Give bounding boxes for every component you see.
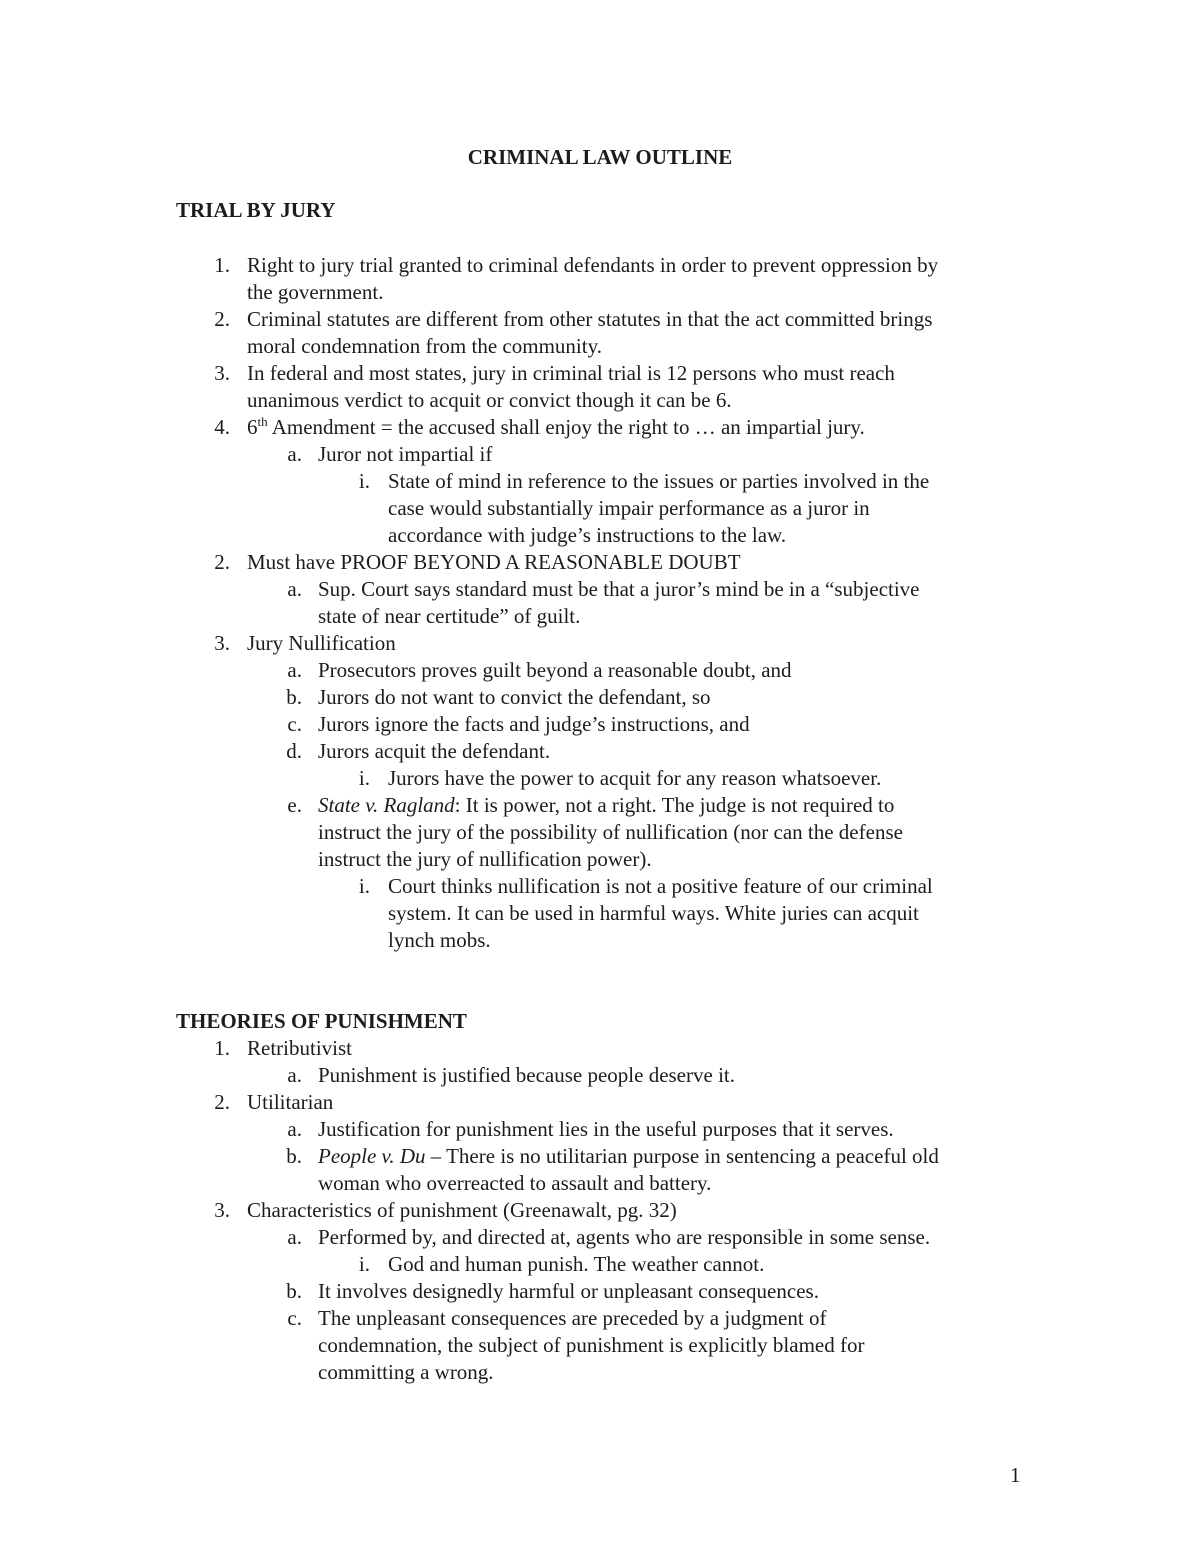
list-letter: c. (287, 1306, 302, 1330)
sub-item-text-rest: – There is no utilitarian purpose in sentencing a peaceful old (425, 1144, 939, 1168)
list-number: 2. (214, 307, 230, 331)
sub-item-text-rest: : It is power, not a right. The judge is not required to (454, 793, 895, 817)
sub-sub-item-text: system. It can be used in harmful ways. White juries can acquit (388, 901, 919, 925)
list-letter: a. (287, 1225, 302, 1249)
list-item-text: unanimous verdict to acquit or convict though it can be 6. (247, 388, 732, 412)
sub-item-text: instruct the jury of nullification power). (318, 847, 652, 871)
list-item-text: Jury Nullification (247, 631, 396, 655)
sub-item-text: Justification for punishment lies in the useful purposes that it serves. (318, 1117, 894, 1141)
list-letter: c. (287, 712, 302, 736)
sub-item-text: state of near certitude” of guilt. (318, 604, 581, 628)
list-item-text-rest: Amendment = the accused shall enjoy the right to … an impartial jury. (267, 415, 865, 439)
document-title: CRIMINAL LAW OUTLINE (467, 145, 733, 169)
list-roman: i. (358, 469, 370, 493)
list-roman: i. (358, 766, 370, 790)
list-number: 4. (214, 415, 230, 439)
sub-sub-item-text: lynch mobs. (388, 928, 491, 952)
list-item-text: moral condemnation from the community. (247, 334, 602, 358)
list-item-text: Criminal statutes are different from other statutes in that the act committed brings (247, 307, 933, 331)
list-item-text: the government. (247, 280, 384, 304)
sub-sub-item-text: God and human punish. The weather cannot. (388, 1252, 765, 1276)
sub-item-text: It involves designedly harmful or unpleasant consequences. (318, 1279, 819, 1303)
sub-item-text: committing a wrong. (318, 1360, 494, 1384)
list-number: 3. (214, 361, 230, 385)
sub-item-text: woman who overreacted to assault and battery. (318, 1171, 712, 1195)
list-letter: a. (287, 577, 302, 601)
sub-item-text: Jurors acquit the defendant. (318, 739, 551, 763)
list-number: 1. (214, 1036, 230, 1060)
list-number: 2. (214, 1090, 230, 1114)
list-item-text: Characteristics of punishment (Greenawalt, pg. 32) (247, 1198, 677, 1222)
sub-sub-item-text: Court thinks nullification is not a positive feature of our criminal (388, 874, 933, 898)
list-number: 1. (214, 253, 230, 277)
list-letter: a. (287, 1063, 302, 1087)
sub-item-text: Jurors ignore the facts and judge’s instructions, and (318, 712, 750, 736)
list-roman: i. (358, 1252, 370, 1276)
list-letter: a. (287, 1117, 302, 1141)
superscript: th (257, 414, 268, 429)
sub-item-text: Performed by, and directed at, agents who are responsible in some sense. (318, 1225, 931, 1249)
list-item-text: Must have PROOF BEYOND A REASONABLE DOUBT (247, 550, 741, 574)
sub-sub-item-text: case would substantially impair performance as a juror in (388, 496, 870, 520)
list-number: 3. (214, 1198, 230, 1222)
list-letter: b. (286, 685, 302, 709)
amendment-ordinal: 6 (247, 415, 258, 439)
sub-item-text: instruct the jury of the possibility of nullification (nor can the defense (318, 820, 903, 844)
case-name: State v. Ragland (318, 793, 455, 817)
sub-item-text: Punishment is justified because people deserve it. (318, 1063, 735, 1087)
page-number: 1 (1010, 1463, 1021, 1487)
sub-item-text: The unpleasant consequences are preceded by a judgment of (318, 1306, 827, 1330)
list-roman: i. (358, 874, 370, 898)
list-item-text: Right to jury trial granted to criminal defendants in order to prevent oppression by (247, 253, 939, 277)
list-letter: b. (286, 1144, 302, 1168)
case-name: People v. Du (318, 1144, 426, 1168)
list-letter: a. (287, 442, 302, 466)
sub-sub-item-text: Jurors have the power to acquit for any reason whatsoever. (388, 766, 882, 790)
sub-sub-item-text: accordance with judge’s instructions to the law. (388, 523, 787, 547)
list-letter: e. (287, 793, 302, 817)
sub-item-text: condemnation, the subject of punishment is explicitly blamed for (318, 1333, 865, 1357)
sub-item-text: Jurors do not want to convict the defendant, so (318, 685, 711, 709)
sub-item-text (318, 1143, 939, 1169)
list-number: 2. (214, 550, 230, 574)
list-letter: b. (286, 1279, 302, 1303)
list-item-text: Utilitarian (247, 1090, 334, 1114)
list-number: 3. (214, 631, 230, 655)
list-item-text: In federal and most states, jury in criminal trial is 12 persons who must reach (247, 361, 895, 385)
sub-item-text: Sup. Court says standard must be that a juror’s mind be in a “subjective (318, 577, 920, 601)
sub-item-text: Juror not impartial if (318, 442, 493, 466)
list-item-text (247, 414, 865, 440)
sub-item-text: Prosecutors proves guilt beyond a reasonable doubt, and (318, 658, 792, 682)
sub-sub-item-text: State of mind in reference to the issues or parties involved in the (388, 469, 930, 493)
section-heading-trial-by-jury: TRIAL BY JURY (176, 198, 336, 222)
list-letter: d. (286, 739, 302, 763)
sub-item-text (318, 792, 894, 818)
section-heading-theories-of-punishment: THEORIES OF PUNISHMENT (176, 1009, 467, 1033)
list-letter: a. (287, 658, 302, 682)
list-item-text: Retributivist (247, 1036, 352, 1060)
